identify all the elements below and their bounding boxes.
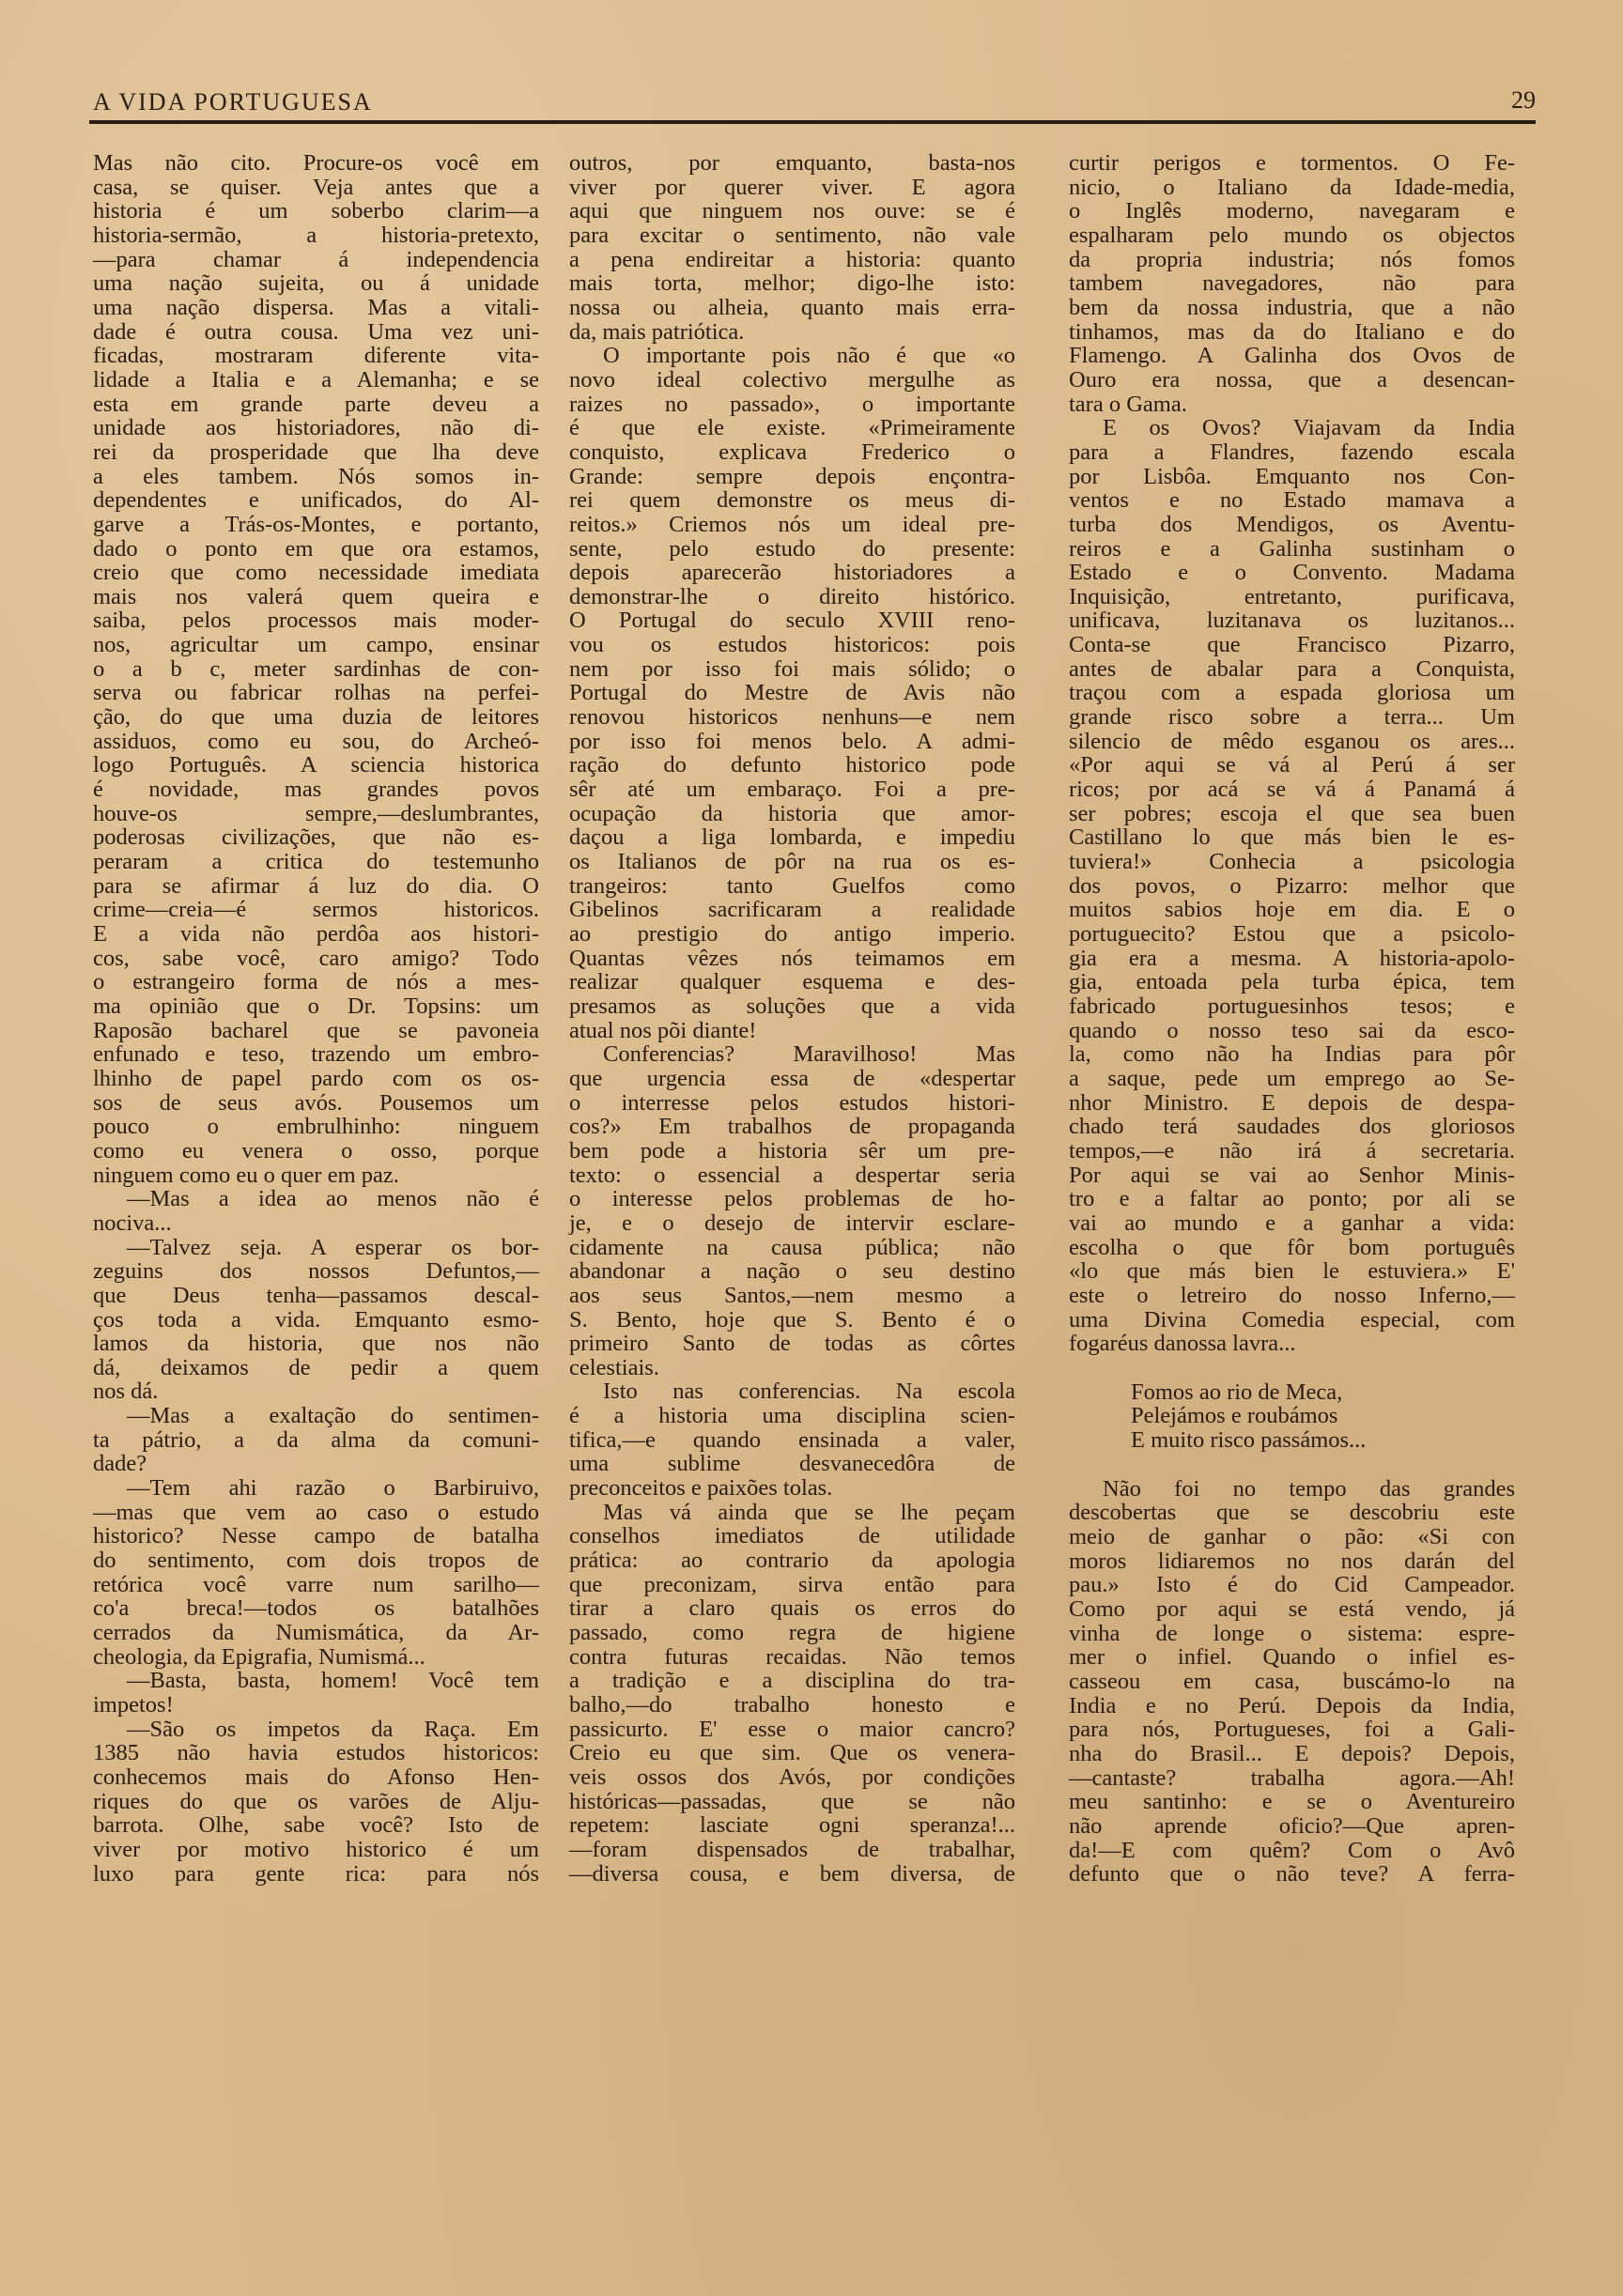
text-line: ocupação da historia que amor- xyxy=(569,800,1015,826)
text-line: não aprende oficio?—Que apren- xyxy=(1069,1812,1515,1839)
text-line: os Italianos de pôr na rua os es- xyxy=(569,849,1015,875)
text-column-left xyxy=(93,151,539,1886)
text-line: Mas não cito. Procure-os você em xyxy=(93,150,539,176)
text-line: o estrangeiro forma de nós a mes- xyxy=(93,969,539,995)
text-column-middle xyxy=(569,151,1015,1886)
text-line: moros lidiaremos no nos darán del xyxy=(1069,1548,1515,1574)
text-line: para nós, Portugueses, foi a Gali- xyxy=(1069,1717,1515,1743)
text-line: esta em grande parte deveu a xyxy=(93,391,539,417)
text-line: portuguecito? Estou que a psicolo- xyxy=(1069,921,1515,947)
text-line: o interesse pelos problemas de ho- xyxy=(569,1186,1015,1212)
text-line: do sentimento, com dois tropos de xyxy=(93,1548,539,1574)
text-line: dos povos, o Pizarro: melhor que xyxy=(1069,872,1515,899)
text-line: bem da nossa industria, que a não xyxy=(1069,294,1515,320)
text-line: da propria industria; nós fomos xyxy=(1069,246,1515,272)
text-line: chado terá saudades dos gloriosos xyxy=(1069,1114,1515,1140)
text-line: grande risco sobre a terra... Um xyxy=(1069,704,1515,731)
text-line: Como por aqui se está vendo, já xyxy=(1069,1596,1515,1623)
text-line: sente, pelo estudo do presente: xyxy=(569,535,1015,562)
text-line: dade é outra cousa. Uma vez uni- xyxy=(93,318,539,345)
text-line: pouco o embrulhinho: ninguem xyxy=(93,1114,539,1140)
text-column-right xyxy=(1069,151,1515,1887)
text-line: peraram a critica do testemunho xyxy=(93,849,539,875)
text-line: a saque, pede um emprego ao Se- xyxy=(1069,1065,1515,1091)
text-line: Raposão bacharel que se pavoneia xyxy=(93,1017,539,1043)
text-line: uma Divina Comedia especial, com xyxy=(1069,1306,1515,1333)
text-line: históricas—passadas, que se não xyxy=(569,1788,1015,1814)
text-line: saiba, pelos processos mais moder- xyxy=(93,608,539,634)
column-prose-lower xyxy=(1069,1477,1515,1887)
text-line: nociva... xyxy=(93,1210,172,1236)
text-line: retórica você varre num sarilho— xyxy=(93,1571,539,1597)
running-title: A VIDA PORTUGUESA xyxy=(93,88,373,116)
text-line: nos, agricultar um campo, ensinar xyxy=(93,632,539,658)
text-line: novo ideal colectivo mergulhe as xyxy=(569,366,1015,393)
text-line: Por aqui se vai ao Senhor Minis- xyxy=(1069,1162,1515,1188)
text-line: fabricado portuguesinhos tesos; e xyxy=(1069,993,1515,1019)
text-line: passado, como regra de higiene xyxy=(569,1620,1015,1646)
text-line: impetos! xyxy=(93,1692,174,1718)
text-line: quando o nosso teso sai da esco- xyxy=(1069,1017,1515,1043)
text-line: S. Bento, hoje que S. Bento é o xyxy=(569,1306,1015,1333)
text-line: sos de seus avós. Pousemos um xyxy=(93,1089,539,1116)
verse-spacer xyxy=(1069,1356,1515,1380)
verse-line: Fomos ao rio de Meca, xyxy=(1131,1379,1343,1405)
text-line: unificava, luzitanava os luzitanos... xyxy=(1069,608,1515,634)
text-line: realizar qualquer esquema e des- xyxy=(569,969,1015,995)
text-line: que urgencia essa de «despertar xyxy=(569,1065,1015,1091)
text-line: tara o Gama. xyxy=(1069,391,1187,417)
text-line: poderosas civilizações, que não es- xyxy=(93,824,539,851)
text-line: é novidade, mas grandes povos xyxy=(93,777,539,803)
text-line: escolha o que fôr bom português xyxy=(1069,1234,1515,1260)
text-line: rei da prosperidade que lha deve xyxy=(93,439,539,465)
text-line: dá, deixamos de pedir a quem xyxy=(93,1354,539,1380)
text-line: preconceitos e paixões tolas. xyxy=(569,1475,833,1502)
text-line: «lo que más bien le estuviera.» E' xyxy=(1069,1258,1515,1285)
text-line: outros, por emquanto, basta-nos xyxy=(569,150,1015,176)
text-line: —mas que vem ao caso o estudo xyxy=(93,1499,539,1525)
text-line: nhor Ministro. E depois de despa- xyxy=(1069,1089,1515,1116)
text-line: descobertas que se descobriu este xyxy=(1069,1500,1515,1526)
text-line: Grande: sempre depois ençontra- xyxy=(569,463,1015,489)
verse-line: E muito risco passámos... xyxy=(1131,1427,1367,1454)
text-line: la, como não ha Indias para pôr xyxy=(1069,1041,1515,1068)
text-line: conhecemos mais do Afonso Hen- xyxy=(93,1764,539,1790)
text-line: fogaréus danossa lavra... xyxy=(1069,1331,1296,1357)
text-line: silencio de mêdo esganou os ares... xyxy=(1069,728,1515,754)
text-line: uma nação sujeita, ou á unidade xyxy=(93,270,539,297)
text-line: assiduos, como eu sou, do Archeó- xyxy=(93,728,539,754)
text-line: ficadas, mostraram diferente vita- xyxy=(93,343,539,369)
text-line: aos seus Santos,—nem mesmo a xyxy=(569,1282,1015,1308)
text-line: meio de ganhar o pão: «Si con xyxy=(1069,1524,1515,1550)
text-line: contra futuras recaidas. Não temos xyxy=(569,1643,1015,1670)
text-line: balho,—do trabalho honesto e xyxy=(569,1692,1015,1718)
text-line: ricos; por acá se vá á Panamá á xyxy=(1069,777,1515,803)
text-line: logo Português. A sciencia historica xyxy=(93,752,539,778)
text-line: Portugal do Mestre de Avis não xyxy=(569,680,1015,706)
text-line: nha do Brasil... E depois? Depois, xyxy=(1069,1741,1515,1766)
text-line: a tradição e a disciplina do tra- xyxy=(569,1668,1015,1694)
text-line: —Mas a exaltação do sentimen- xyxy=(127,1403,539,1429)
text-line: O importante pois não é que «o xyxy=(603,343,1015,369)
text-line: é a historia uma disciplina scien- xyxy=(569,1403,1015,1429)
text-line: ração do defunto historico pode xyxy=(569,752,1015,778)
text-line: —para chamar á independencia xyxy=(93,246,539,272)
text-line: o Inglês moderno, navegaram e xyxy=(1069,198,1515,224)
text-line: lamos da historia, que nos não xyxy=(93,1331,539,1357)
text-line: sêr até um embaraço. Foi a pre- xyxy=(569,777,1015,803)
text-line: vou os estudos historicos: pois xyxy=(569,632,1015,658)
text-line: gia, entoada pela turba épica, tem xyxy=(1069,969,1515,995)
text-line: Conta-se que Francisco Pizarro, xyxy=(1069,632,1515,658)
text-line: tro e a faltar ao ponto; por ali se xyxy=(1069,1186,1515,1212)
text-line: meu santinho: e se o Aventureiro xyxy=(1069,1789,1515,1815)
text-line: daçou a liga lombarda, e impediu xyxy=(569,824,1015,851)
text-line: pau.» Isto é do Cid Campeador. xyxy=(1069,1572,1515,1598)
text-line: —São os impetos da Raça. Em xyxy=(127,1716,539,1742)
text-line: 1385 não havia estudos historicos: xyxy=(93,1740,539,1766)
text-line: Não foi no tempo das grandes xyxy=(1103,1475,1515,1502)
text-line: este o letreiro do nosso Inferno,— xyxy=(1069,1282,1515,1308)
text-line: —diversa cousa, e bem diversa, de xyxy=(569,1860,1015,1887)
text-line: prática: ao contrario da apologia xyxy=(569,1548,1015,1574)
text-line: historia-sermão, a historia-pretexto, xyxy=(93,222,539,248)
text-line: nicio, o Italiano da Idade-media, xyxy=(1069,174,1515,200)
text-line: ma opinião que o Dr. Topsins: um xyxy=(93,993,539,1019)
text-line: casa, se quiser. Veja antes que a xyxy=(93,174,539,200)
text-line: que preconizam, sirva então para xyxy=(569,1571,1015,1597)
text-line: para excitar o sentimento, não vale xyxy=(569,222,1015,248)
text-line: aqui que ninguem nos ouve: se é xyxy=(569,198,1015,224)
text-line: conselhos imediatos de utilidade xyxy=(569,1523,1015,1549)
text-line: Inquisição, entretanto, purificava, xyxy=(1069,583,1515,609)
text-line: cheologia, da Epigrafia, Numismá... xyxy=(93,1643,425,1670)
text-line: E os Ovos? Viajavam da India xyxy=(1103,415,1515,441)
text-line: ços toda a vida. Emquanto esmo- xyxy=(93,1306,539,1333)
text-line: Quantas vêzes nós teimamos em xyxy=(569,945,1015,971)
text-line: riques do que os varões de Alju- xyxy=(93,1788,539,1814)
text-line: ção, do que uma duzia de leitores xyxy=(93,704,539,731)
text-line: historia é um soberbo clarim—a xyxy=(93,198,539,224)
text-line: passicurto. E' esse o maior cancro? xyxy=(569,1716,1015,1742)
text-line: depois aparecerão historiadores a xyxy=(569,560,1015,586)
text-line: nossa ou alheia, quanto mais erra- xyxy=(569,294,1015,320)
text-line: Gibelinos sacrificaram a realidade xyxy=(569,897,1015,923)
text-line: a eles tambem. Nós somos in- xyxy=(93,463,539,489)
text-line: celestiais. xyxy=(569,1354,659,1380)
text-line: tambem navegadores, não para xyxy=(1069,270,1515,297)
text-line: dependentes e unificados, do Al- xyxy=(93,487,539,514)
text-line: da, mais patriótica. xyxy=(569,318,745,345)
text-line: raizes no passado», o importante xyxy=(569,391,1015,417)
text-line: turba dos Mendigos, os Aventu- xyxy=(1069,511,1515,537)
text-line: da!—E com quêm? Com o Avô xyxy=(1069,1837,1515,1863)
text-line: je, e o desejo de intervir esclare- xyxy=(569,1210,1015,1236)
text-line: nem por isso foi mais sólido; o xyxy=(569,655,1015,682)
text-line: mais torta, melhor; digo-lhe isto: xyxy=(569,270,1015,297)
text-line: cos, sabe você, caro amigo? Todo xyxy=(93,945,539,971)
text-line: rei quem demonstre os meus di- xyxy=(569,487,1015,514)
text-line: O Portugal do seculo XVIII reno- xyxy=(569,608,1015,634)
text-line: defunto que o não teve? A ferra- xyxy=(1069,1861,1515,1888)
text-line: ta pátrio, a da alma da comuni- xyxy=(93,1426,539,1453)
text-line: dado o ponto em que ora estamos, xyxy=(93,535,539,562)
text-line: Ouro era nossa, que a desencan- xyxy=(1069,366,1515,393)
page-header xyxy=(89,86,1536,124)
column-prose-upper xyxy=(1069,151,1515,1356)
text-line: reitos.» Criemos nós um ideal pre- xyxy=(569,511,1015,537)
text-line: casseou em casa, buscámo-lo na xyxy=(1069,1669,1515,1695)
text-line: que Deus tenha—passamos descal- xyxy=(93,1282,539,1308)
text-line: Creio eu que sim. Que os venera- xyxy=(569,1740,1015,1766)
page-number: 29 xyxy=(1511,86,1536,114)
text-line: uma nação dispersa. Mas a vitali- xyxy=(93,294,539,320)
text-line: curtir perigos e tormentos. O Fe- xyxy=(1069,150,1515,176)
text-line: veis ossos dos Avós, por condições xyxy=(569,1764,1015,1790)
text-line: Castillano lo que más bien le es- xyxy=(1069,824,1515,851)
text-line: houve-os sempre,—deslumbrantes, xyxy=(93,800,539,826)
text-line: uma sublime desvanecedôra de xyxy=(569,1451,1015,1477)
text-line: —Talvez seja. A esperar os bor- xyxy=(127,1234,539,1260)
text-line: Estado e o Convento. Madama xyxy=(1069,560,1515,586)
text-line: presamos as soluções que a vida xyxy=(569,993,1015,1019)
text-line: para se afirmar á luz do dia. O xyxy=(93,872,539,899)
text-line: Isto nas conferencias. Na escola xyxy=(603,1379,1015,1405)
text-line: trangeiros: tanto Guelfos como xyxy=(569,872,1015,899)
text-line: nos dá. xyxy=(93,1379,159,1405)
text-line: —cantaste? trabalha agora.—Ah! xyxy=(1069,1764,1515,1791)
text-line: unidade aos historiadores, não di- xyxy=(93,415,539,441)
text-line: renovou historicos nenhuns—e nem xyxy=(569,704,1015,731)
text-line: cos?» Em trabalhos de propaganda xyxy=(569,1114,1015,1140)
text-line: por isso foi menos belo. A admi- xyxy=(569,728,1015,754)
text-line: —Basta, basta, homem! Você tem xyxy=(127,1668,539,1694)
text-line: antes de abalar para a Conquista, xyxy=(1069,655,1515,682)
text-line: muitos sabios hoje em dia. E o xyxy=(1069,897,1515,923)
text-line: vinha de longe o sistema: espre- xyxy=(1069,1620,1515,1646)
text-line: cerrados da Numismática, da Ar- xyxy=(93,1620,539,1646)
text-line: traçou com a espada gloriosa um xyxy=(1069,680,1515,706)
text-line: conquisto, explicava Frederico o xyxy=(569,439,1015,465)
text-line: por Lisbôa. Emquanto nos Con- xyxy=(1069,463,1515,489)
text-line: primeiro Santo de todas as côrtes xyxy=(569,1331,1015,1357)
verse-line: Pelejámos e roubámos xyxy=(1131,1403,1338,1429)
text-line: mer o infiel. Quando o infiel es- xyxy=(1069,1644,1515,1671)
text-line: o a b c, meter sardinhas de con- xyxy=(93,655,539,682)
text-line: texto: o essencial a despertar seria xyxy=(569,1162,1015,1188)
text-line: —Mas a idea ao menos não é xyxy=(127,1186,539,1212)
header-rule xyxy=(89,120,1536,124)
text-line: Flamengo. A Galinha dos Ovos de xyxy=(1069,343,1515,369)
text-line: luxo para gente rica: para nós xyxy=(93,1860,539,1887)
text-line: —foram dispensados de trabalhar, xyxy=(569,1836,1015,1862)
text-line: reiros e a Galinha sustinham o xyxy=(1069,535,1515,562)
text-line: Mas vá ainda que se lhe peçam xyxy=(603,1499,1015,1525)
text-line: creio que como necessidade imediata xyxy=(93,560,539,586)
text-line: abandonar a nação o seu destino xyxy=(569,1258,1015,1285)
text-line: E a vida não perdôa aos histori- xyxy=(93,921,539,947)
text-line: India e no Perú. Depois da India, xyxy=(1069,1692,1515,1718)
text-line: o interresse pelos estudos histori- xyxy=(569,1089,1015,1116)
text-line: enfunado e teso, trazendo um embro- xyxy=(93,1041,539,1068)
text-line: repetem: lasciate ogni speranza!... xyxy=(569,1812,1015,1839)
verse-spacer xyxy=(1069,1453,1515,1477)
text-line: barrota. Olhe, sabe você? Isto de xyxy=(93,1812,539,1839)
text-line: ninguem como eu o quer em paz. xyxy=(93,1162,399,1188)
text-line: a pena endireitar a historia: quanto xyxy=(569,246,1015,272)
text-line: gia era a mesma. A historia-apolo- xyxy=(1069,945,1515,971)
text-line: historico? Nesse campo de batalha xyxy=(93,1523,539,1549)
text-line: espalharam pelo mundo os objectos xyxy=(1069,222,1515,248)
text-line: crime—creia—é sermos historicos. xyxy=(93,897,539,923)
text-line: tempos,—e não irá á secretaria. xyxy=(1069,1137,1515,1163)
text-line: lidade a Italia e a Alemanha; e se xyxy=(93,366,539,393)
text-line: demonstrar-lhe o direito histórico. xyxy=(569,583,1015,609)
text-line: ser pobres; escoja el que sea buen xyxy=(1069,800,1515,826)
text-line: para a Flandres, fazendo escala xyxy=(1069,439,1515,465)
text-line: ventos e no Estado mamava a xyxy=(1069,487,1515,514)
text-line: como eu venera o osso, porque xyxy=(93,1137,539,1163)
text-line: tirar a claro quais os erros do xyxy=(569,1595,1015,1622)
text-line: tifica,—e quando ensinada a valer, xyxy=(569,1426,1015,1453)
text-line: bem pode a historia sêr um pre- xyxy=(569,1137,1015,1163)
text-line: —Tem ahi razão o Barbiruivo, xyxy=(127,1475,539,1502)
text-line: Conferencias? Maravilhoso! Mas xyxy=(603,1041,1015,1068)
text-line: garve a Trás-os-Montes, e portanto, xyxy=(93,511,539,537)
text-line: ao prestigio do antigo imperio. xyxy=(569,921,1015,947)
text-line: lhinho de papel pardo com os os- xyxy=(93,1065,539,1091)
text-line: co'a breca!—todos os batalhões xyxy=(93,1595,539,1622)
text-line: mais nos valerá quem queira e xyxy=(93,583,539,609)
text-line: cidamente na causa pública; não xyxy=(569,1234,1015,1260)
text-line: atual nos põi diante! xyxy=(569,1017,757,1043)
verse-block xyxy=(1069,1380,1515,1453)
text-line: tuviera!» Conhecia a psicologia xyxy=(1069,849,1515,875)
text-line: «Por aqui se vá al Perú á ser xyxy=(1069,752,1515,778)
text-line: é que ele existe. «Primeiramente xyxy=(569,415,1015,441)
text-line: vai ao mundo e a ganhar a vida: xyxy=(1069,1210,1515,1236)
text-line: serva ou fabricar rolhas na perfei- xyxy=(93,680,539,706)
text-line: tinhamos, mas da do Italiano e do xyxy=(1069,318,1515,345)
text-line: viver por motivo historico é um xyxy=(93,1836,539,1862)
text-line: viver por querer viver. E agora xyxy=(569,174,1015,200)
text-line: zeguins dos nossos Defuntos,— xyxy=(93,1258,539,1285)
text-line: dade? xyxy=(93,1451,147,1477)
